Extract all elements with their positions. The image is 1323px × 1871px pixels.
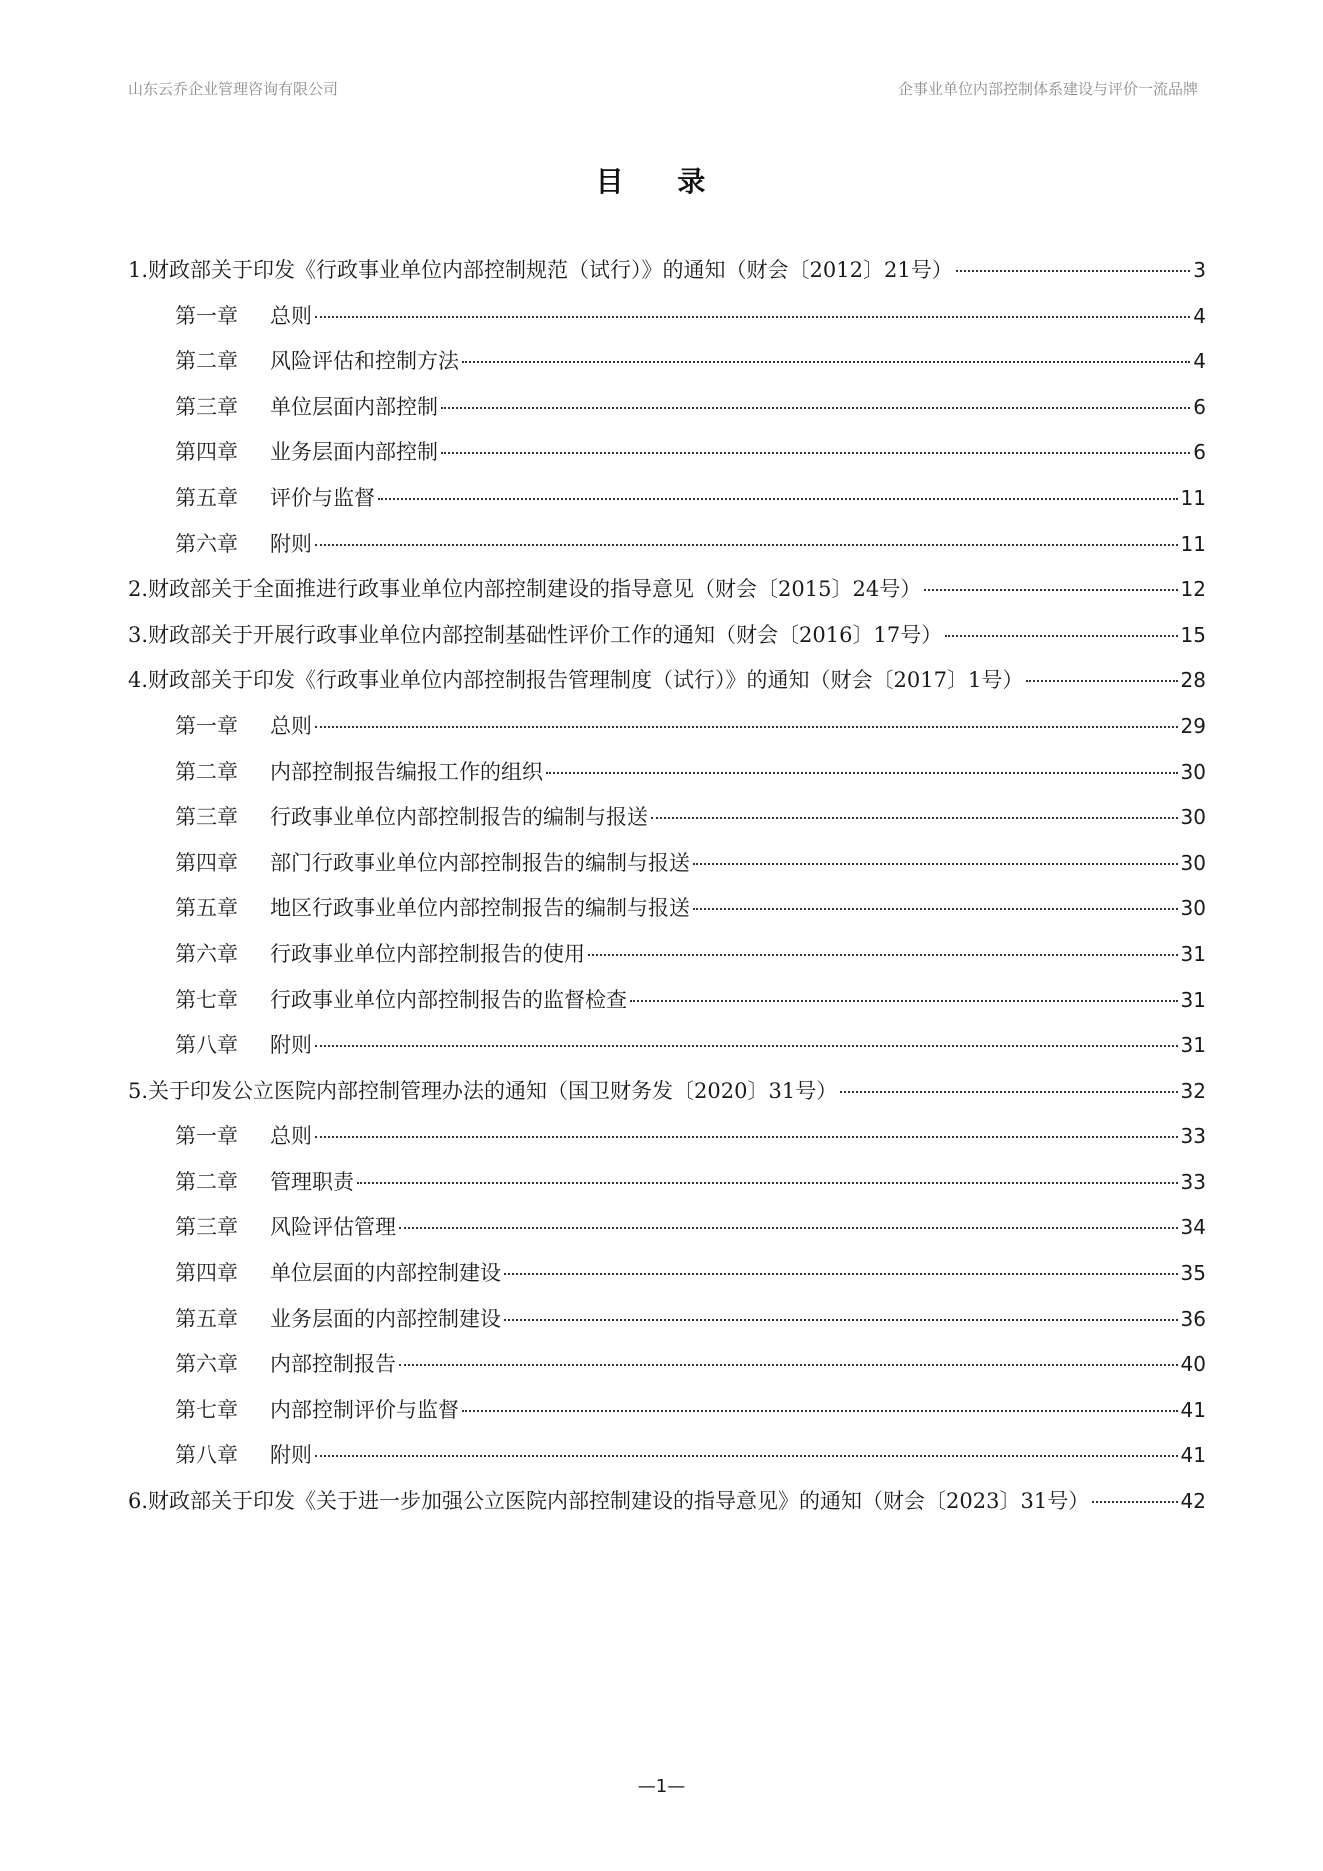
toc-chapter-entry[interactable] bbox=[128, 1257, 1206, 1303]
toc-page-number: 36 bbox=[1180, 1306, 1206, 1331]
dot-leader bbox=[378, 498, 1178, 500]
toc-page-number: 11 bbox=[1180, 485, 1206, 510]
toc-chapter-entry[interactable] bbox=[128, 938, 1206, 984]
toc-entry-title: 行政事业单位内部控制报告的监督检查 bbox=[270, 987, 627, 1012]
toc-page-number: 35 bbox=[1180, 1261, 1206, 1286]
dot-leader bbox=[945, 635, 1177, 637]
toc-chapter-entry[interactable] bbox=[128, 892, 1206, 938]
toc-entry-title: 风险评估管理 bbox=[270, 1215, 396, 1240]
toc-chapter-entry[interactable] bbox=[128, 1120, 1206, 1166]
toc-entry-label bbox=[128, 573, 921, 603]
toc-page-number: 41 bbox=[1180, 1397, 1206, 1422]
toc-entry-label bbox=[175, 1439, 312, 1469]
toc-chapter-entry[interactable] bbox=[128, 847, 1206, 893]
toc-page-number: 30 bbox=[1180, 896, 1206, 921]
toc-entry-label bbox=[175, 847, 690, 877]
toc-chapter-number: 第八章 bbox=[175, 1033, 238, 1058]
toc-entry-title: 地区行政事业单位内部控制报告的编制与报送 bbox=[270, 896, 690, 921]
dot-leader bbox=[315, 544, 1178, 546]
toc-chapter-entry[interactable] bbox=[128, 345, 1206, 391]
toc-entry-label bbox=[175, 1211, 396, 1241]
toc-chapter-entry[interactable] bbox=[128, 984, 1206, 1030]
toc-entry-label bbox=[128, 1075, 837, 1105]
toc-entry-label bbox=[175, 436, 438, 466]
toc-chapter-number: 第八章 bbox=[175, 1443, 238, 1468]
toc-entry-title: 业务层面内部控制 bbox=[270, 440, 438, 465]
toc-entry-title: 行政事业单位内部控制报告的编制与报送 bbox=[270, 805, 648, 830]
toc-chapter-number: 第一章 bbox=[175, 1124, 238, 1149]
dot-leader bbox=[546, 772, 1178, 774]
toc-chapter-entry[interactable] bbox=[128, 710, 1206, 756]
toc-entry-title: 附则 bbox=[270, 1033, 312, 1058]
toc-entry-title: 附则 bbox=[270, 531, 312, 556]
toc-entry-title: 1.财政部关于印发《行政事业单位内部控制规范（试行）》的通知（财会〔2012〕21号） bbox=[128, 258, 953, 282]
toc-chapter-entry[interactable] bbox=[128, 1394, 1206, 1440]
toc-document-entry[interactable] bbox=[128, 1075, 1206, 1121]
toc-chapter-entry[interactable] bbox=[128, 756, 1206, 802]
toc-chapter-entry[interactable] bbox=[128, 391, 1206, 437]
toc-chapter-number: 第七章 bbox=[175, 1397, 238, 1422]
header-slogan: 企事业单位内部控制体系建设与评价一流品牌 bbox=[897, 80, 1198, 98]
toc-entry-label bbox=[175, 345, 459, 375]
dot-leader bbox=[315, 1045, 1178, 1047]
dot-leader bbox=[504, 1273, 1178, 1275]
toc-page-number: 30 bbox=[1180, 759, 1206, 784]
toc-chapter-entry[interactable] bbox=[128, 482, 1206, 528]
toc-document-entry[interactable] bbox=[128, 619, 1206, 665]
dot-leader bbox=[399, 1227, 1178, 1229]
toc-chapter-number: 第四章 bbox=[175, 440, 238, 465]
toc-entry-title: 业务层面的内部控制建设 bbox=[270, 1306, 501, 1331]
dot-leader bbox=[315, 316, 1190, 318]
dot-leader bbox=[504, 1319, 1178, 1321]
toc-entry-label bbox=[175, 1029, 312, 1059]
toc-entry-label bbox=[175, 756, 543, 786]
toc-chapter-number: 第六章 bbox=[175, 941, 238, 966]
toc-entry-label bbox=[175, 482, 375, 512]
toc-entry-title: 2.财政部关于全面推进行政事业单位内部控制建设的指导意见（财会〔2015〕24号） bbox=[128, 577, 922, 602]
toc-page-number: 32 bbox=[1180, 1078, 1206, 1103]
page-header bbox=[128, 78, 1198, 102]
toc-page-number: 30 bbox=[1180, 850, 1206, 875]
toc-entry-label bbox=[175, 1394, 459, 1424]
toc-page-number: 3 bbox=[1193, 258, 1206, 282]
dot-leader bbox=[588, 954, 1178, 956]
toc-entry-title: 风险评估和控制方法 bbox=[270, 349, 459, 374]
toc-chapter-number: 第一章 bbox=[175, 303, 238, 328]
dot-leader bbox=[462, 1410, 1178, 1412]
dot-leader bbox=[315, 1136, 1178, 1138]
toc-page-number: 41 bbox=[1180, 1443, 1206, 1468]
toc-chapter-number: 第五章 bbox=[175, 1306, 238, 1331]
toc-entry-title: 单位层面内部控制 bbox=[270, 394, 438, 419]
dot-leader bbox=[1026, 680, 1177, 682]
toc-entry-title: 6.财政部关于印发《关于进一步加强公立医院内部控制建设的指导意见》的通知（财会〔2023〕31号） bbox=[128, 1489, 1090, 1514]
toc-entry-label bbox=[175, 984, 627, 1014]
toc-entry-label bbox=[175, 938, 585, 968]
toc-chapter-number: 第一章 bbox=[175, 713, 238, 738]
toc-chapter-entry[interactable] bbox=[128, 528, 1206, 574]
toc-entry-label bbox=[175, 1120, 312, 1150]
toc-chapter-number: 第二章 bbox=[175, 1169, 238, 1194]
toc-entry-title: 内部控制报告编报工作的组织 bbox=[270, 759, 543, 784]
toc-page-number: 33 bbox=[1180, 1169, 1206, 1194]
dot-leader bbox=[462, 361, 1190, 363]
toc-entry-label bbox=[175, 1348, 396, 1378]
toc-entry-title: 总则 bbox=[270, 303, 312, 328]
toc-chapter-number: 第三章 bbox=[175, 1215, 238, 1240]
toc-page-number: 31 bbox=[1180, 941, 1206, 966]
toc-entry-label bbox=[128, 664, 1023, 694]
toc-chapter-entry[interactable] bbox=[128, 1439, 1206, 1485]
toc-entry-title: 总则 bbox=[270, 713, 312, 738]
toc-page-number: 33 bbox=[1180, 1124, 1206, 1149]
toc-chapter-number: 第七章 bbox=[175, 987, 238, 1012]
toc-entry-label bbox=[175, 528, 312, 558]
toc-entry-title: 单位层面的内部控制建设 bbox=[270, 1261, 501, 1286]
toc-page-number: 28 bbox=[1180, 668, 1206, 693]
dot-leader bbox=[693, 908, 1178, 910]
toc-page-number: 11 bbox=[1180, 531, 1206, 556]
dot-leader bbox=[651, 817, 1178, 819]
dot-leader bbox=[840, 1091, 1177, 1093]
toc-entry-title: 行政事业单位内部控制报告的使用 bbox=[270, 941, 585, 966]
toc-entry-label bbox=[175, 1257, 501, 1287]
toc-chapter-entry[interactable] bbox=[128, 1303, 1206, 1349]
toc-entry-label bbox=[175, 710, 312, 740]
toc-entry-title: 部门行政事业单位内部控制报告的编制与报送 bbox=[270, 850, 690, 875]
toc-chapter-entry[interactable] bbox=[128, 1029, 1206, 1075]
page-title: 目 录 bbox=[595, 165, 728, 198]
toc-chapter-number: 第五章 bbox=[175, 485, 238, 510]
dot-leader bbox=[315, 1455, 1178, 1457]
dot-leader bbox=[357, 1182, 1178, 1184]
toc-entry-label bbox=[128, 254, 953, 284]
toc-entry-title: 5.关于印发公立医院内部控制管理办法的通知（国卫财务发〔2020〕31号） bbox=[128, 1078, 838, 1103]
toc-entry-label bbox=[175, 892, 690, 922]
toc-document-entry[interactable] bbox=[128, 1485, 1206, 1531]
toc-page-number: 30 bbox=[1180, 805, 1206, 830]
toc-page-number: 31 bbox=[1180, 987, 1206, 1012]
toc-page-number: 15 bbox=[1180, 622, 1206, 647]
toc-entry-title: 评价与监督 bbox=[270, 485, 375, 510]
toc-page-number: 42 bbox=[1180, 1489, 1206, 1514]
dot-leader bbox=[441, 452, 1190, 454]
dot-leader bbox=[441, 407, 1190, 409]
toc-entry-title: 管理职责 bbox=[270, 1169, 354, 1194]
toc-entry-title: 内部控制评价与监督 bbox=[270, 1397, 459, 1422]
table-of-contents bbox=[128, 254, 1206, 1531]
toc-chapter-number: 第六章 bbox=[175, 531, 238, 556]
header-company-name: 山东云乔企业管理咨询有限公司 bbox=[128, 80, 339, 98]
toc-document-entry[interactable] bbox=[128, 573, 1206, 619]
page-number: —1— bbox=[637, 1776, 686, 1797]
toc-entry-label bbox=[175, 1166, 354, 1196]
toc-chapter-entry[interactable] bbox=[128, 436, 1206, 482]
toc-chapter-number: 第六章 bbox=[175, 1352, 238, 1377]
toc-entry-title: 4.财政部关于印发《行政事业单位内部控制报告管理制度（试行）》的通知（财会〔2017〕1号） bbox=[128, 668, 1024, 693]
toc-page-number: 34 bbox=[1180, 1215, 1206, 1240]
toc-chapter-entry[interactable] bbox=[128, 801, 1206, 847]
toc-entry-label bbox=[175, 1303, 501, 1333]
toc-chapter-number: 第二章 bbox=[175, 759, 238, 784]
toc-page-number: 6 bbox=[1193, 440, 1206, 465]
toc-page-number: 31 bbox=[1180, 1033, 1206, 1058]
toc-chapter-number: 第四章 bbox=[175, 850, 238, 875]
toc-chapter-number: 第二章 bbox=[175, 349, 238, 374]
toc-chapter-number: 第四章 bbox=[175, 1261, 238, 1286]
toc-document-entry[interactable] bbox=[128, 254, 1206, 300]
dot-leader bbox=[693, 863, 1178, 865]
toc-chapter-entry[interactable] bbox=[128, 300, 1206, 346]
dot-leader bbox=[924, 589, 1177, 591]
toc-chapter-number: 第三章 bbox=[175, 394, 238, 419]
dot-leader bbox=[399, 1364, 1178, 1366]
toc-chapter-entry[interactable] bbox=[128, 1211, 1206, 1257]
toc-entry-title: 总则 bbox=[270, 1124, 312, 1149]
toc-entry-label bbox=[175, 300, 312, 330]
toc-entry-label bbox=[175, 391, 438, 421]
toc-page-number: 40 bbox=[1180, 1352, 1206, 1377]
dot-leader bbox=[630, 1000, 1178, 1002]
toc-chapter-entry[interactable] bbox=[128, 1166, 1206, 1212]
toc-page-number: 4 bbox=[1193, 349, 1206, 374]
toc-entry-label bbox=[128, 1485, 1089, 1515]
toc-chapter-entry[interactable] bbox=[128, 1348, 1206, 1394]
toc-entry-title: 内部控制报告 bbox=[270, 1352, 396, 1377]
toc-entry-label bbox=[175, 801, 648, 831]
toc-chapter-number: 第五章 bbox=[175, 896, 238, 921]
dot-leader bbox=[956, 270, 1191, 272]
toc-page-number: 12 bbox=[1180, 577, 1206, 602]
toc-entry-title: 附则 bbox=[270, 1443, 312, 1468]
dot-leader bbox=[315, 726, 1178, 728]
toc-chapter-number: 第三章 bbox=[175, 805, 238, 830]
toc-page-number: 4 bbox=[1193, 303, 1206, 328]
dot-leader bbox=[1092, 1501, 1177, 1503]
toc-page-number: 6 bbox=[1193, 394, 1206, 419]
toc-entry-label bbox=[128, 619, 942, 649]
toc-page-number: 29 bbox=[1180, 713, 1206, 738]
toc-document-entry[interactable] bbox=[128, 664, 1206, 710]
toc-entry-title: 3.财政部关于开展行政事业单位内部控制基础性评价工作的通知（财会〔2016〕17号） bbox=[128, 622, 943, 647]
